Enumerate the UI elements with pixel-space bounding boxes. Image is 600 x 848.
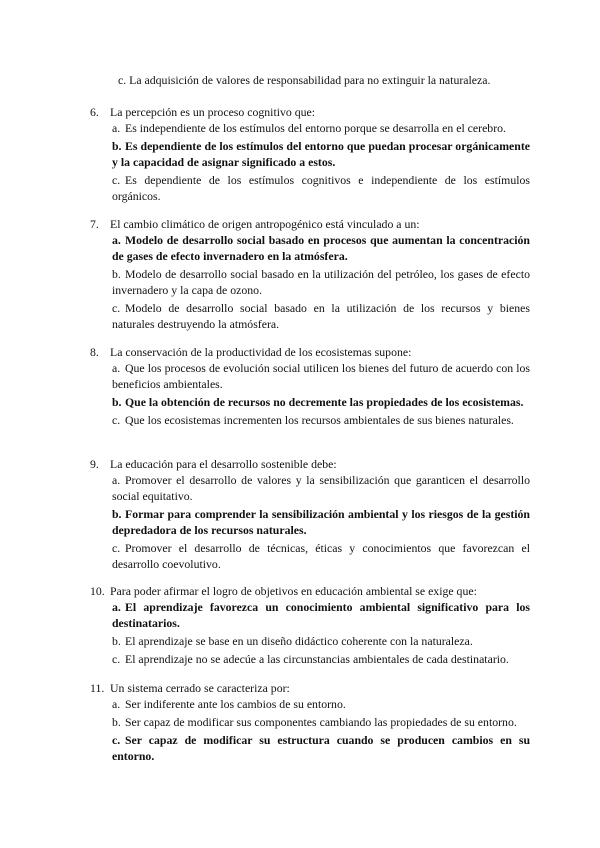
question-number: 10. [90, 584, 105, 598]
option-letter: a. [112, 697, 121, 711]
option-letter: a. [112, 361, 121, 375]
question-number: 11. [90, 681, 105, 695]
question-text: La educación para el desarrollo sostenible debe: [110, 457, 337, 471]
option-b [112, 266, 530, 298]
question-stem [90, 104, 530, 120]
question-text: La percepción es un proceso cognitivo que: [110, 105, 316, 119]
question-6 [90, 104, 530, 204]
option-letter: a. [112, 473, 121, 487]
option-letter: c. [112, 733, 121, 747]
option-letter: b. [112, 507, 122, 521]
question-10 [90, 583, 530, 667]
option-a [112, 696, 530, 712]
option-b [112, 506, 530, 538]
question-stem [90, 456, 530, 472]
option-a [112, 232, 530, 264]
question-number: 7. [90, 217, 99, 231]
option-text: Modelo de desarrollo social basado en la utilización del petróleo, los gases de efecto invernadero y la capa de ozono. [112, 267, 530, 297]
option-letter: c. [112, 541, 121, 555]
question-text: El cambio climático de origen antropogénico está vinculado a un: [110, 217, 420, 231]
option-text: El aprendizaje favorezca un conocimiento ambiental significativo para los destinatarios. [112, 600, 530, 630]
option-text: Ser indiferente ante los cambios de su entorno. [125, 697, 346, 711]
question-8 [90, 344, 530, 428]
option-text: Ser capaz de modificar su estructura cuando se producen cambios en su entorno. [112, 733, 530, 763]
question-stem [90, 583, 530, 599]
option-letter: b. [112, 395, 122, 409]
option-text: Ser capaz de modificar sus componentes cambiando las propiedades de su entorno. [125, 715, 517, 729]
option-text: Es independiente de los estímulos del entorno porque se desarrolla en el cerebro. [125, 121, 506, 135]
question-stem [90, 680, 530, 696]
option-a [112, 472, 530, 504]
lead-option: c. La adquisición de valores de responsabilidad para no extinguir la naturaleza. [118, 73, 491, 87]
option-letter: c. [112, 301, 121, 315]
option-a [112, 360, 530, 392]
option-text: Modelo de desarrollo social basado en procesos que aumentan la concentración de gases de efecto invernadero en la atmósfera. [112, 233, 530, 263]
option-letter: c. [112, 413, 121, 427]
question-number: 6. [90, 105, 99, 119]
option-text: Que los procesos de evolución social utilicen los bienes del futuro de acuerdo con los beneficios ambientales. [112, 361, 530, 391]
option-letter: c. [112, 652, 121, 666]
option-letter: a. [112, 233, 121, 247]
option-letter: b. [112, 139, 122, 153]
option-letter: b. [112, 634, 121, 648]
option-b [112, 138, 530, 170]
question-text: Para poder afirmar el logro de objetivos en educación ambiental se exige que: [110, 584, 477, 598]
option-c [112, 172, 530, 204]
question-text: La conservación de la productividad de los ecosistemas supone: [110, 345, 412, 359]
option-c [112, 412, 530, 428]
option-letter: a. [112, 600, 121, 614]
option-c [112, 732, 530, 764]
option-c [112, 651, 530, 667]
option-b [112, 394, 530, 410]
option-letter: a. [112, 121, 121, 135]
option-text: Promover el desarrollo de técnicas, éticas y conocimientos que favorezcan el desarrollo coevolutivo. [112, 541, 530, 571]
option-text: Formar para comprender la sensibilización ambiental y los riesgos de la gestión depredadora de los recursos naturales. [112, 507, 530, 537]
question-7 [90, 216, 530, 332]
option-letter: b. [112, 267, 121, 281]
option-text: Es dependiente de los estímulos cognitivos e independiente de los estímulos orgánicos. [112, 173, 530, 203]
option-b [112, 714, 530, 730]
option-letter: c. [112, 173, 121, 187]
question-text: Un sistema cerrado se caracteriza por: [110, 681, 290, 695]
option-c [112, 540, 530, 572]
option-b [112, 633, 530, 649]
option-text: Es dependiente de los estímulos del entorno que puedan procesar orgánicamente y la capacidad de asignar significado a estos. [112, 139, 530, 169]
option-text: Que los ecosistemas incrementen los recursos ambientales de sus bienes naturales. [125, 413, 514, 427]
option-letter: b. [112, 715, 121, 729]
option-a [112, 599, 530, 631]
option-text: El aprendizaje no se adecúe a las circunstancias ambientales de cada destinatario. [125, 652, 509, 666]
option-text: Promover el desarrollo de valores y la sensibilización que garanticen el desarrollo social equitativo. [112, 473, 530, 503]
question-number: 9. [90, 457, 99, 471]
option-a [112, 120, 530, 136]
question-11 [90, 680, 530, 764]
question-9 [90, 456, 530, 572]
question-stem [90, 216, 530, 232]
option-text: Que la obtención de recursos no decremente las propiedades de los ecosistemas. [125, 395, 524, 409]
option-c [112, 300, 530, 332]
question-stem [90, 344, 530, 360]
option-text: El aprendizaje se base en un diseño didáctico coherente con la naturaleza. [125, 634, 473, 648]
question-number: 8. [90, 345, 99, 359]
option-text: Modelo de desarrollo social basado en la utilización de los recursos y bienes naturales destruyendo la atmósfera. [112, 301, 530, 331]
